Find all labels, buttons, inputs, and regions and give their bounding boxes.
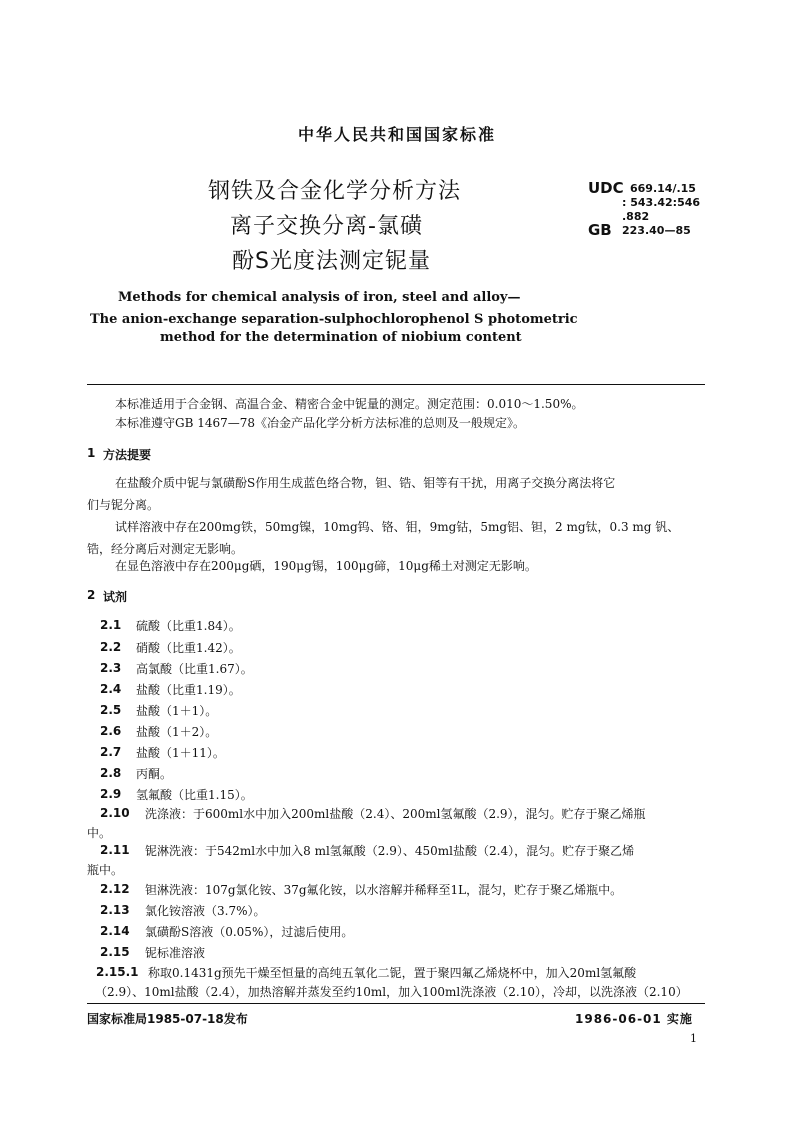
list-item: 盐酸（1＋2）。 [136, 725, 218, 739]
title-line-2: 离子交换分离-氯磺 [230, 214, 423, 239]
english-title-line: method for the determination of niobium content [160, 330, 522, 345]
item-number: 2.3 [100, 661, 122, 675]
item-number: 2.15 [100, 945, 130, 959]
udc-code-line: .882 [622, 210, 650, 223]
item-number: 2.13 [100, 903, 130, 917]
list-item-continuation: （2.9）、10ml盐酸（2.4），加热溶解并蒸发至约10ml，加入100ml洗涤液（2.10），冷却，以洗涤液（2.10） [95, 985, 688, 999]
title-line-1: 钢铁及合金化学分析方法 [208, 179, 462, 204]
page-number: 1 [690, 1032, 697, 1045]
list-item: 硫酸（比重1.84）。 [136, 619, 241, 633]
item-number: 2.1 [100, 618, 122, 632]
item-number: 2.4 [100, 682, 122, 696]
section-heading: 试剂 [103, 590, 128, 604]
list-item: 钽淋洗液：107g氯化铵、37g氟化铵，以水溶解并稀释至1L，混匀，贮存于聚乙烯瓶中。 [145, 883, 623, 897]
item-number: 2.6 [100, 724, 122, 738]
udc-code-line: : 543.42:546 [622, 196, 701, 209]
list-item: 洗涤液：于600ml水中加入200ml盐酸（2.4）、200ml氢氟酸（2.9），混匀。贮存于聚乙烯瓶 [145, 807, 646, 821]
gb-label: GB [588, 221, 612, 239]
item-number: 2.8 [100, 766, 122, 780]
item-number: 2.14 [100, 924, 130, 938]
item-number: 2.15.1 [96, 965, 139, 979]
item-number: 2.12 [100, 882, 130, 896]
udc-label: UDC [588, 179, 624, 197]
list-item: 氯磺酚S溶液（0.05%），过滤后使用。 [145, 925, 354, 939]
list-item: 铌淋洗液：于542ml水中加入8 ml氢氟酸（2.9）、450ml盐酸（2.4），混匀。贮存于聚乙烯 [145, 844, 635, 858]
list-item: 丙酮。 [136, 767, 173, 781]
gb-number: 223.40—85 [622, 224, 691, 237]
udc-code-line: 669.14/.15 [630, 182, 696, 195]
list-item: 氯化铵溶液（3.7%）。 [145, 904, 266, 918]
list-item: 称取0.1431g预先干燥至恒量的高纯五氧化二铌，置于聚四氟乙烯烧杯中，加入20ml氢氟酸 [148, 966, 637, 980]
list-item: 盐酸（1＋1）。 [136, 704, 218, 718]
issue-date: 国家标准局1985-07-18发布 [87, 1012, 248, 1026]
list-item: 硝酸（比重1.42）。 [136, 641, 241, 655]
english-title-line: Methods for chemical analysis of iron, steel and alloy— [118, 290, 521, 305]
intro-paragraph: 本标准适用于合金钢、高温合金、精密合金中铌量的测定。测定范围：0.010～1.50%。 [115, 397, 584, 411]
body-line: 们与铌分离。 [87, 498, 160, 512]
section-heading: 方法提要 [103, 448, 152, 462]
title-line-3: 酚S光度法测定铌量 [232, 249, 431, 274]
item-number: 2.9 [100, 787, 122, 801]
list-item: 盐酸（1＋11）。 [136, 746, 225, 760]
body-line: 在盐酸介质中铌与氯磺酚S作用生成蓝色络合物，钽、锆、钼等有干扰，用离子交换分离法将它 [115, 476, 616, 490]
list-item: 铌标准溶液 [145, 946, 206, 960]
intro-paragraph: 本标准遵守GB 1467—78《冶金产品化学分析方法标准的总则及一般规定》。 [115, 416, 526, 430]
list-item: 氢氟酸（比重1.15）。 [136, 788, 253, 802]
section-number: 1 [87, 446, 96, 460]
list-item-continuation: 中。 [87, 826, 112, 840]
footer-divider [87, 1003, 705, 1004]
item-number: 2.10 [100, 806, 130, 820]
body-line: 锆，经分离后对测定无影响。 [87, 542, 244, 556]
effective-date: 1986-06-01 实施 [575, 1012, 693, 1026]
list-item: 盐酸（比重1.19）。 [136, 683, 241, 697]
list-item: 高氯酸（比重1.67）。 [136, 662, 253, 676]
item-number: 2.5 [100, 703, 122, 717]
item-number: 2.2 [100, 640, 122, 654]
item-number: 2.11 [100, 843, 130, 857]
english-title-line: The anion-exchange separation-sulphochlorophenol S photometric [90, 312, 578, 327]
standard-header: 中华人民共和国国家标准 [297, 125, 496, 144]
item-number: 2.7 [100, 745, 122, 759]
section-number: 2 [87, 588, 96, 602]
body-line: 在显色溶液中存在200μg硒，190μg锡，100μg碲，10μg稀土对测定无影响。 [115, 559, 537, 573]
list-item-continuation: 瓶中。 [87, 863, 124, 877]
header-divider [87, 384, 705, 385]
body-line: 试样溶液中存在200mg铁，50mg镍，10mg钨、铬、钼，9mg钴，5mg铝、钽，2 mg钛，0.3 mg 钒、 [115, 520, 680, 534]
